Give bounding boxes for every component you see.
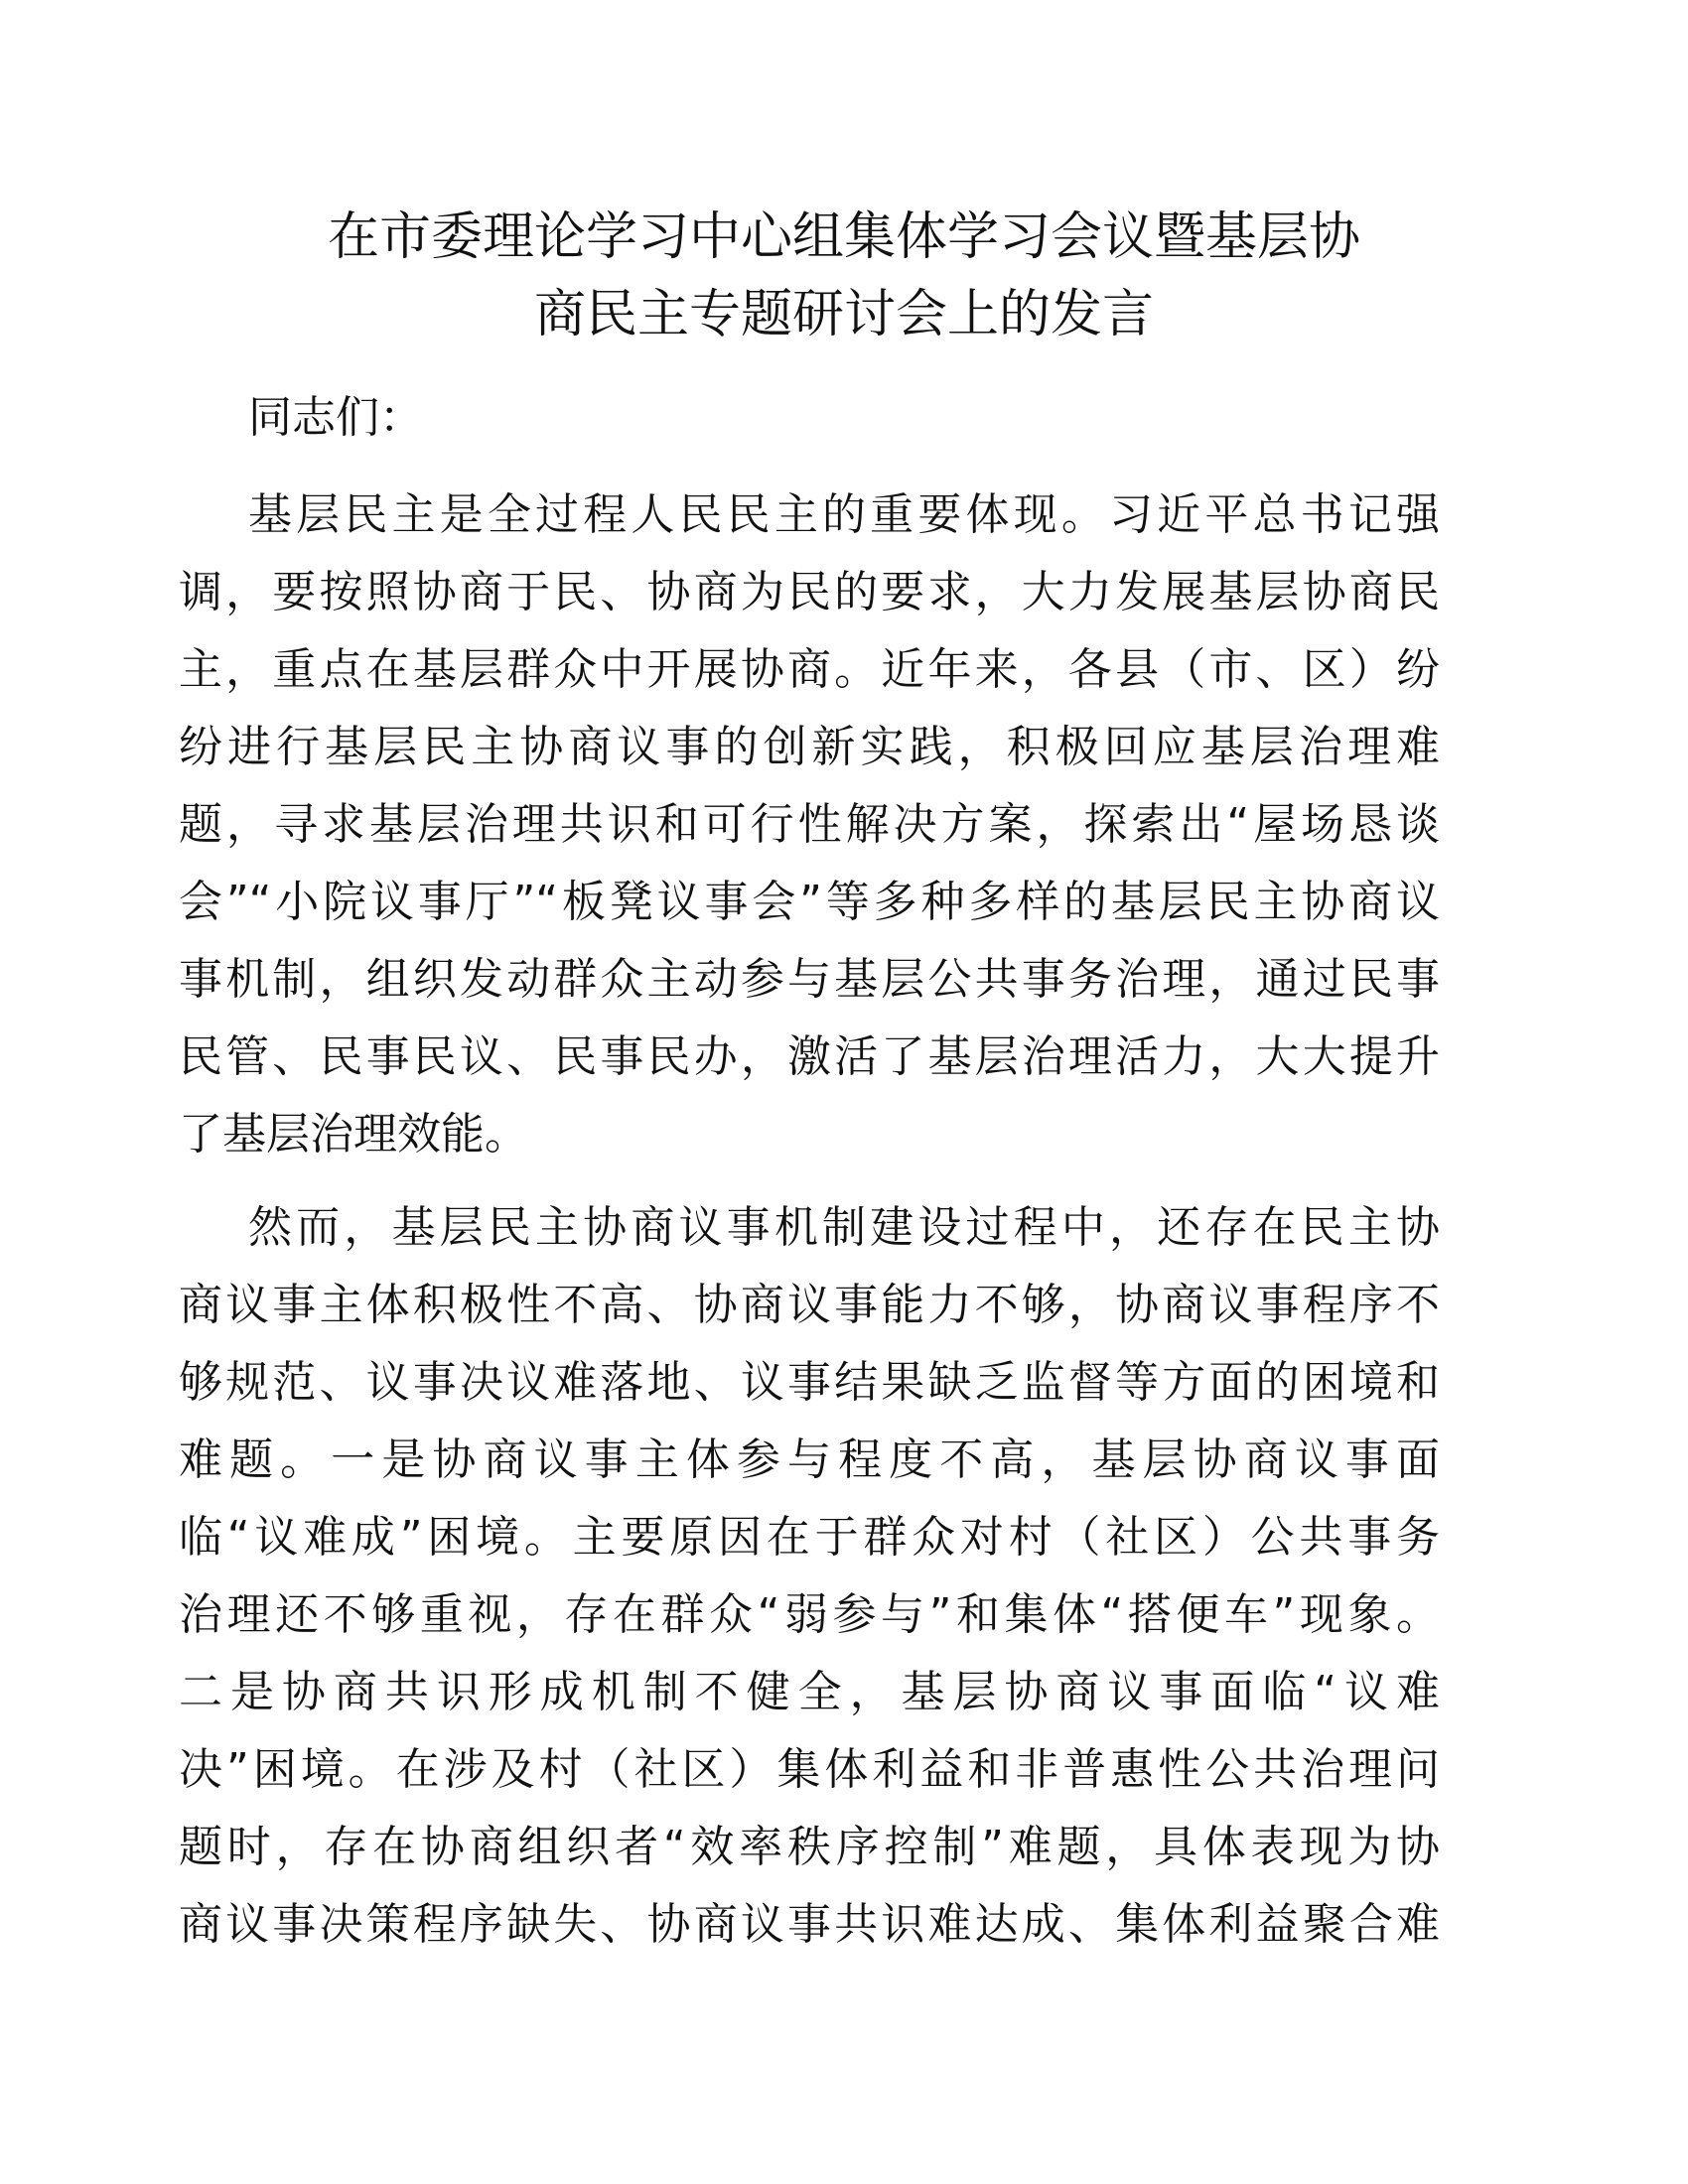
paragraph-2 [179, 1189, 1440, 1964]
paragraph-line: 纷进行基层民主协商议事的创新实践，积极回应基层治理难 [179, 722, 1440, 772]
paragraph-line: 会”“小院议事厅”“板凳议事会”等多种多样的基层民主协商议 [179, 877, 1440, 927]
paragraph-line: 然而，基层民主协商议事机制建设过程中，还存在民主协 [248, 1202, 1440, 1253]
paragraph-line: 商议事主体积极性不高、协商议事能力不够，协商议事程序不 [179, 1280, 1440, 1330]
salutation: 同志们： [248, 392, 423, 443]
document-title [179, 199, 1509, 353]
paragraph-line: 题时，存在协商组织者“效率秩序控制”难题，具体表现为协 [179, 1822, 1440, 1872]
paragraph-line: 题，寻求基层治理共识和可行性解决方案，探索出“屋场恳谈 [179, 799, 1440, 850]
title-line: 在市委理论学习中心组集体学习会议暨基层协 [327, 207, 1360, 267]
paragraph-line: 民管、民事民议、民事民办，激活了基层治理活力，大大提升 [179, 1031, 1440, 1082]
title-line: 商民主专题研讨会上的发言 [533, 285, 1154, 344]
paragraph-line: 事机制，组织发动群众主动参与基层公共事务治理，通过民事 [179, 954, 1440, 1005]
paragraph-line: 治理还不够重视，存在群众“弱参与”和集体“搭便车”现象。 [179, 1589, 1440, 1640]
paragraph-line: 决”困境。在涉及村（社区）集体利益和非普惠性公共治理问 [179, 1744, 1440, 1795]
document-body [179, 379, 1440, 1964]
paragraph-line: 商议事决策程序缺失、协商议事共识难达成、集体利益聚合难 [179, 1899, 1440, 1950]
paragraph-line: 基层民主是全过程人民民主的重要体现。习近平总书记强 [248, 489, 1440, 540]
paragraph-line: 主，重点在基层群众中开展协商。近年来，各县（市、区）纷 [179, 644, 1440, 695]
paragraph-line: 了基层治理效能。 [179, 1109, 528, 1160]
paragraph-line: 二是协商共识形成机制不健全，基层协商议事面临“议难 [179, 1667, 1440, 1717]
paragraph-line: 够规范、议事决议难落地、议事结果缺乏监督等方面的困境和 [179, 1357, 1440, 1408]
paragraph-line: 临“议难成”困境。主要原因在于群众对村（社区）公共事务 [179, 1512, 1440, 1563]
paragraph-line: 调，要按照协商于民、协商为民的要求，大力发展基层协商民 [179, 567, 1440, 617]
paragraph-1 [179, 477, 1440, 1173]
paragraph-line: 难题。一是协商议事主体参与程度不高，基层协商议事面 [179, 1434, 1440, 1485]
